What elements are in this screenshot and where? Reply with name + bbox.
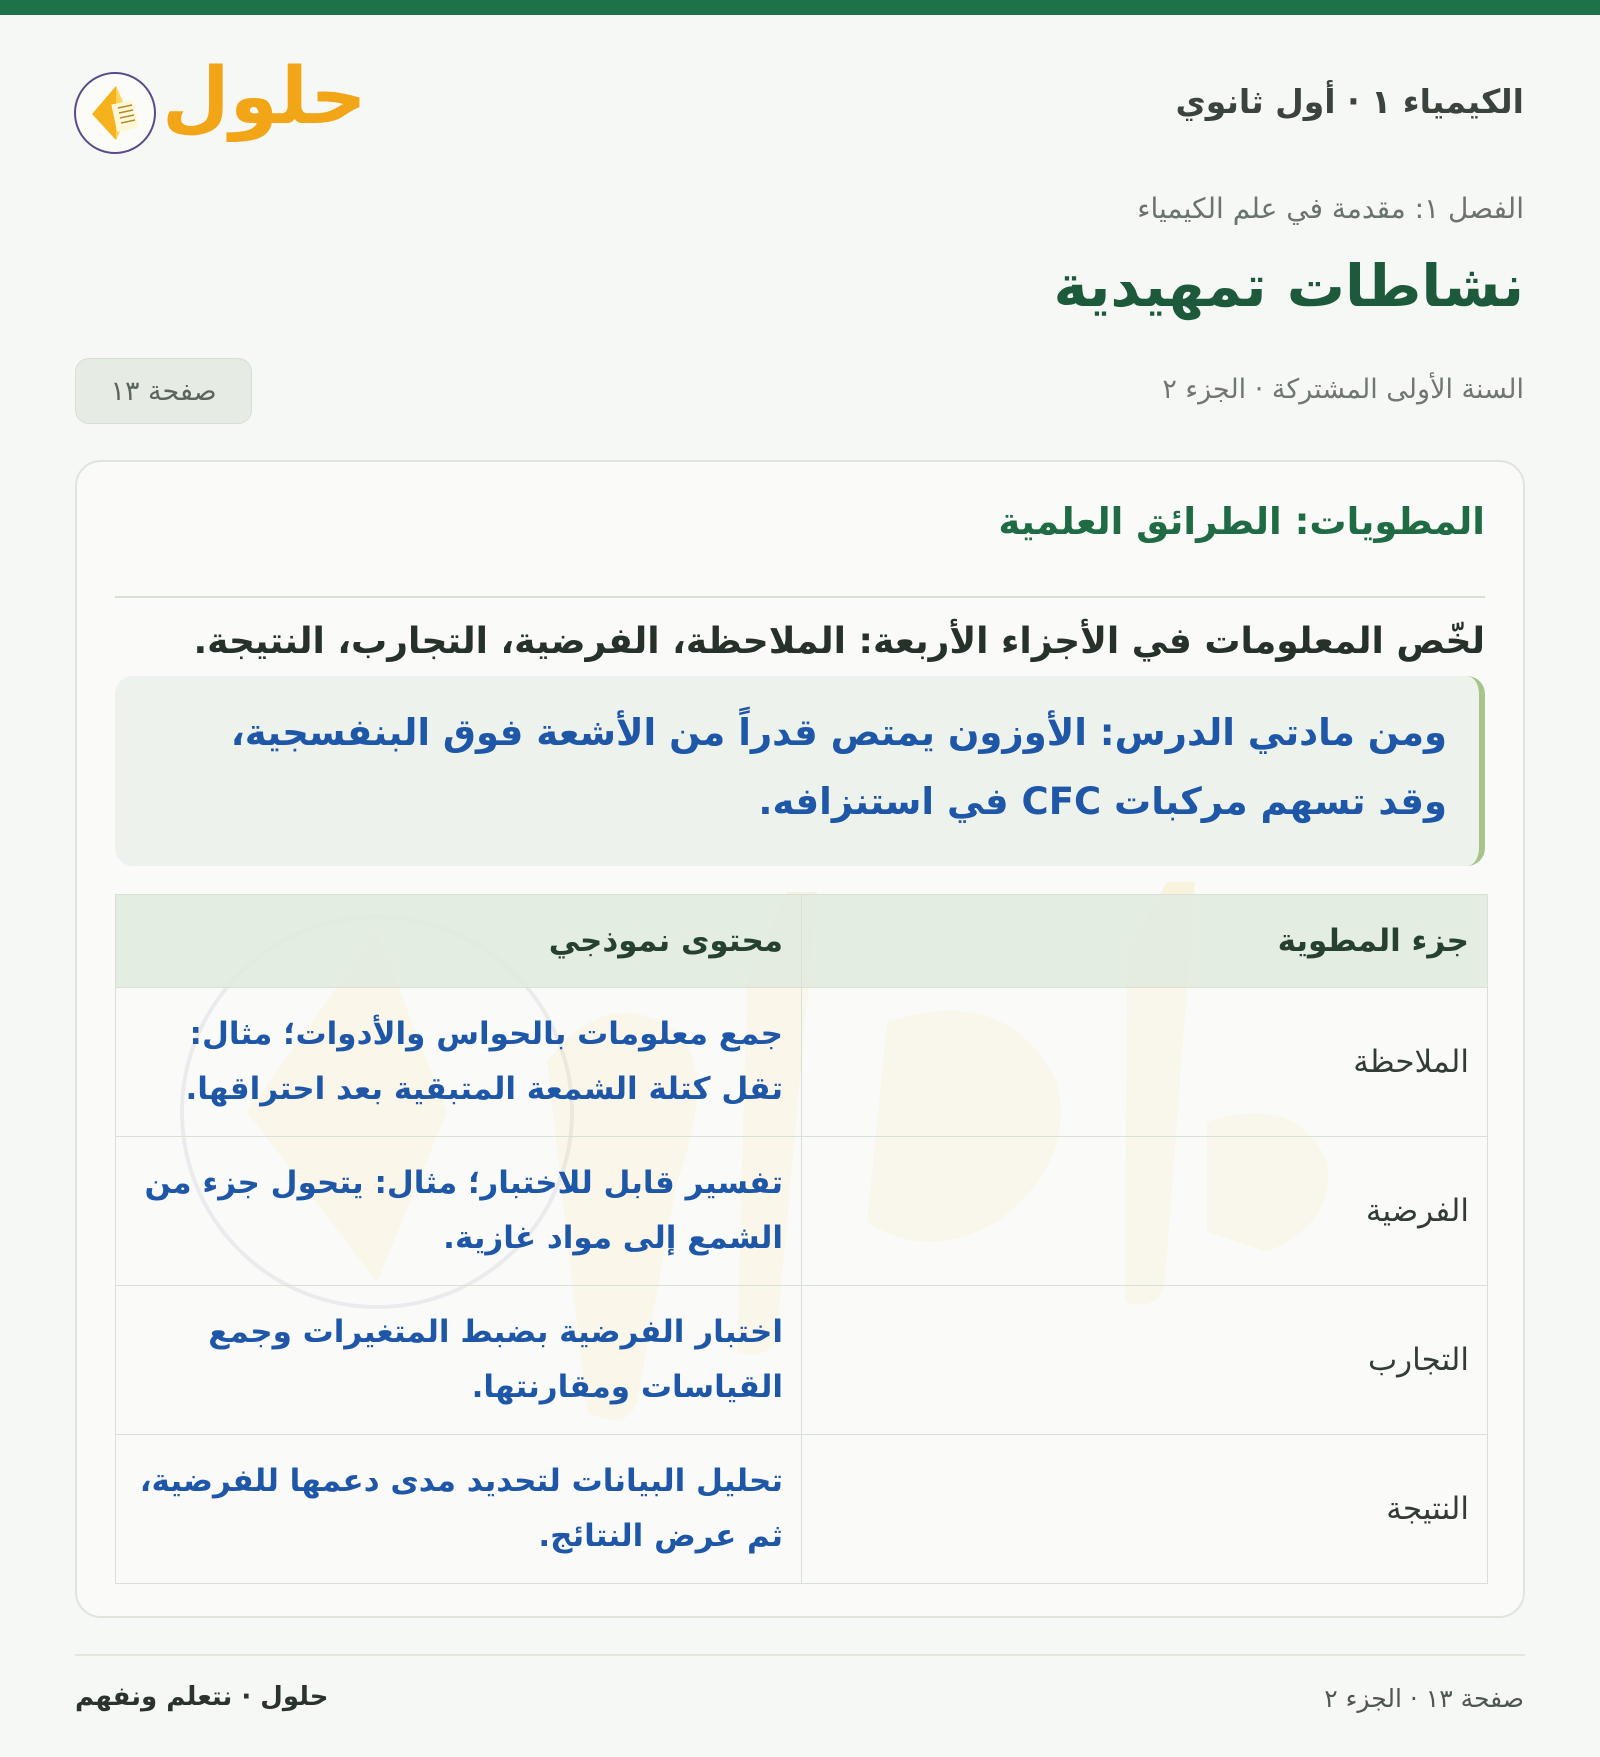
chapter-label: الفصل ١: مقدمة في علم الكيمياء	[1137, 192, 1524, 225]
content-card	[75, 460, 1525, 1618]
footer-brand[interactable]: حلول · نتعلم ونفهم	[75, 1682, 329, 1712]
part-cell: الفرضية	[802, 1137, 1488, 1286]
table-row	[116, 988, 1488, 1137]
content-cell: جمع معلومات بالحواس والأدوات؛ مثال: تقل كتلة الشمعة المتبقية بعد احتراقها.	[116, 988, 802, 1137]
instruction-text: لخّص المعلومات في الأجزاء الأربعة: الملاحظة، الفرضية، التجارب، النتيجة.	[193, 621, 1485, 662]
top-accent-bar	[0, 0, 1600, 15]
part-cell: النتيجة	[802, 1435, 1488, 1584]
table-row	[116, 1137, 1488, 1286]
column-header-part: جزء المطوية	[802, 895, 1488, 988]
page-number-badge: صفحة ١٣	[75, 358, 252, 424]
book-icon	[74, 72, 156, 154]
logo-wordmark: حلول	[162, 52, 367, 142]
page-title: نشاطات تمهيدية	[1053, 252, 1524, 320]
content-cell: تحليل البيانات لتحديد مدى دعمها للفرضية، ثم عرض النتائج.	[116, 1435, 802, 1584]
subject-title: الكيمياء ١ · أول ثانوي	[1175, 82, 1524, 121]
content-cell: اختبار الفرضية بضبط المتغيرات وجمع القياسات ومقارنتها.	[116, 1286, 802, 1435]
card-title: المطويات: الطرائق العلمية	[115, 500, 1485, 598]
table-header-row	[116, 895, 1488, 988]
part-cell: الملاحظة	[802, 988, 1488, 1137]
brand-logo[interactable]	[74, 52, 367, 158]
part-cell: التجارب	[802, 1286, 1488, 1435]
table-row	[116, 1435, 1488, 1584]
table-row	[116, 1286, 1488, 1435]
foldable-table	[115, 894, 1488, 1584]
column-header-content: محتوى نموذجي	[116, 895, 802, 988]
footer-page-info: صفحة ١٣ · الجزء ٢	[1324, 1684, 1524, 1713]
course-meta: السنة الأولى المشتركة · الجزء ٢	[1162, 374, 1524, 405]
lesson-note: ومن مادتي الدرس: الأوزون يمتص قدراً من الأشعة فوق البنفسجية، وقد تسهم مركبات CFC في استنزافه.	[115, 676, 1485, 866]
content-cell: تفسير قابل للاختبار؛ مثال: يتحول جزء من الشمع إلى مواد غازية.	[116, 1137, 802, 1286]
footer-divider	[75, 1654, 1525, 1656]
